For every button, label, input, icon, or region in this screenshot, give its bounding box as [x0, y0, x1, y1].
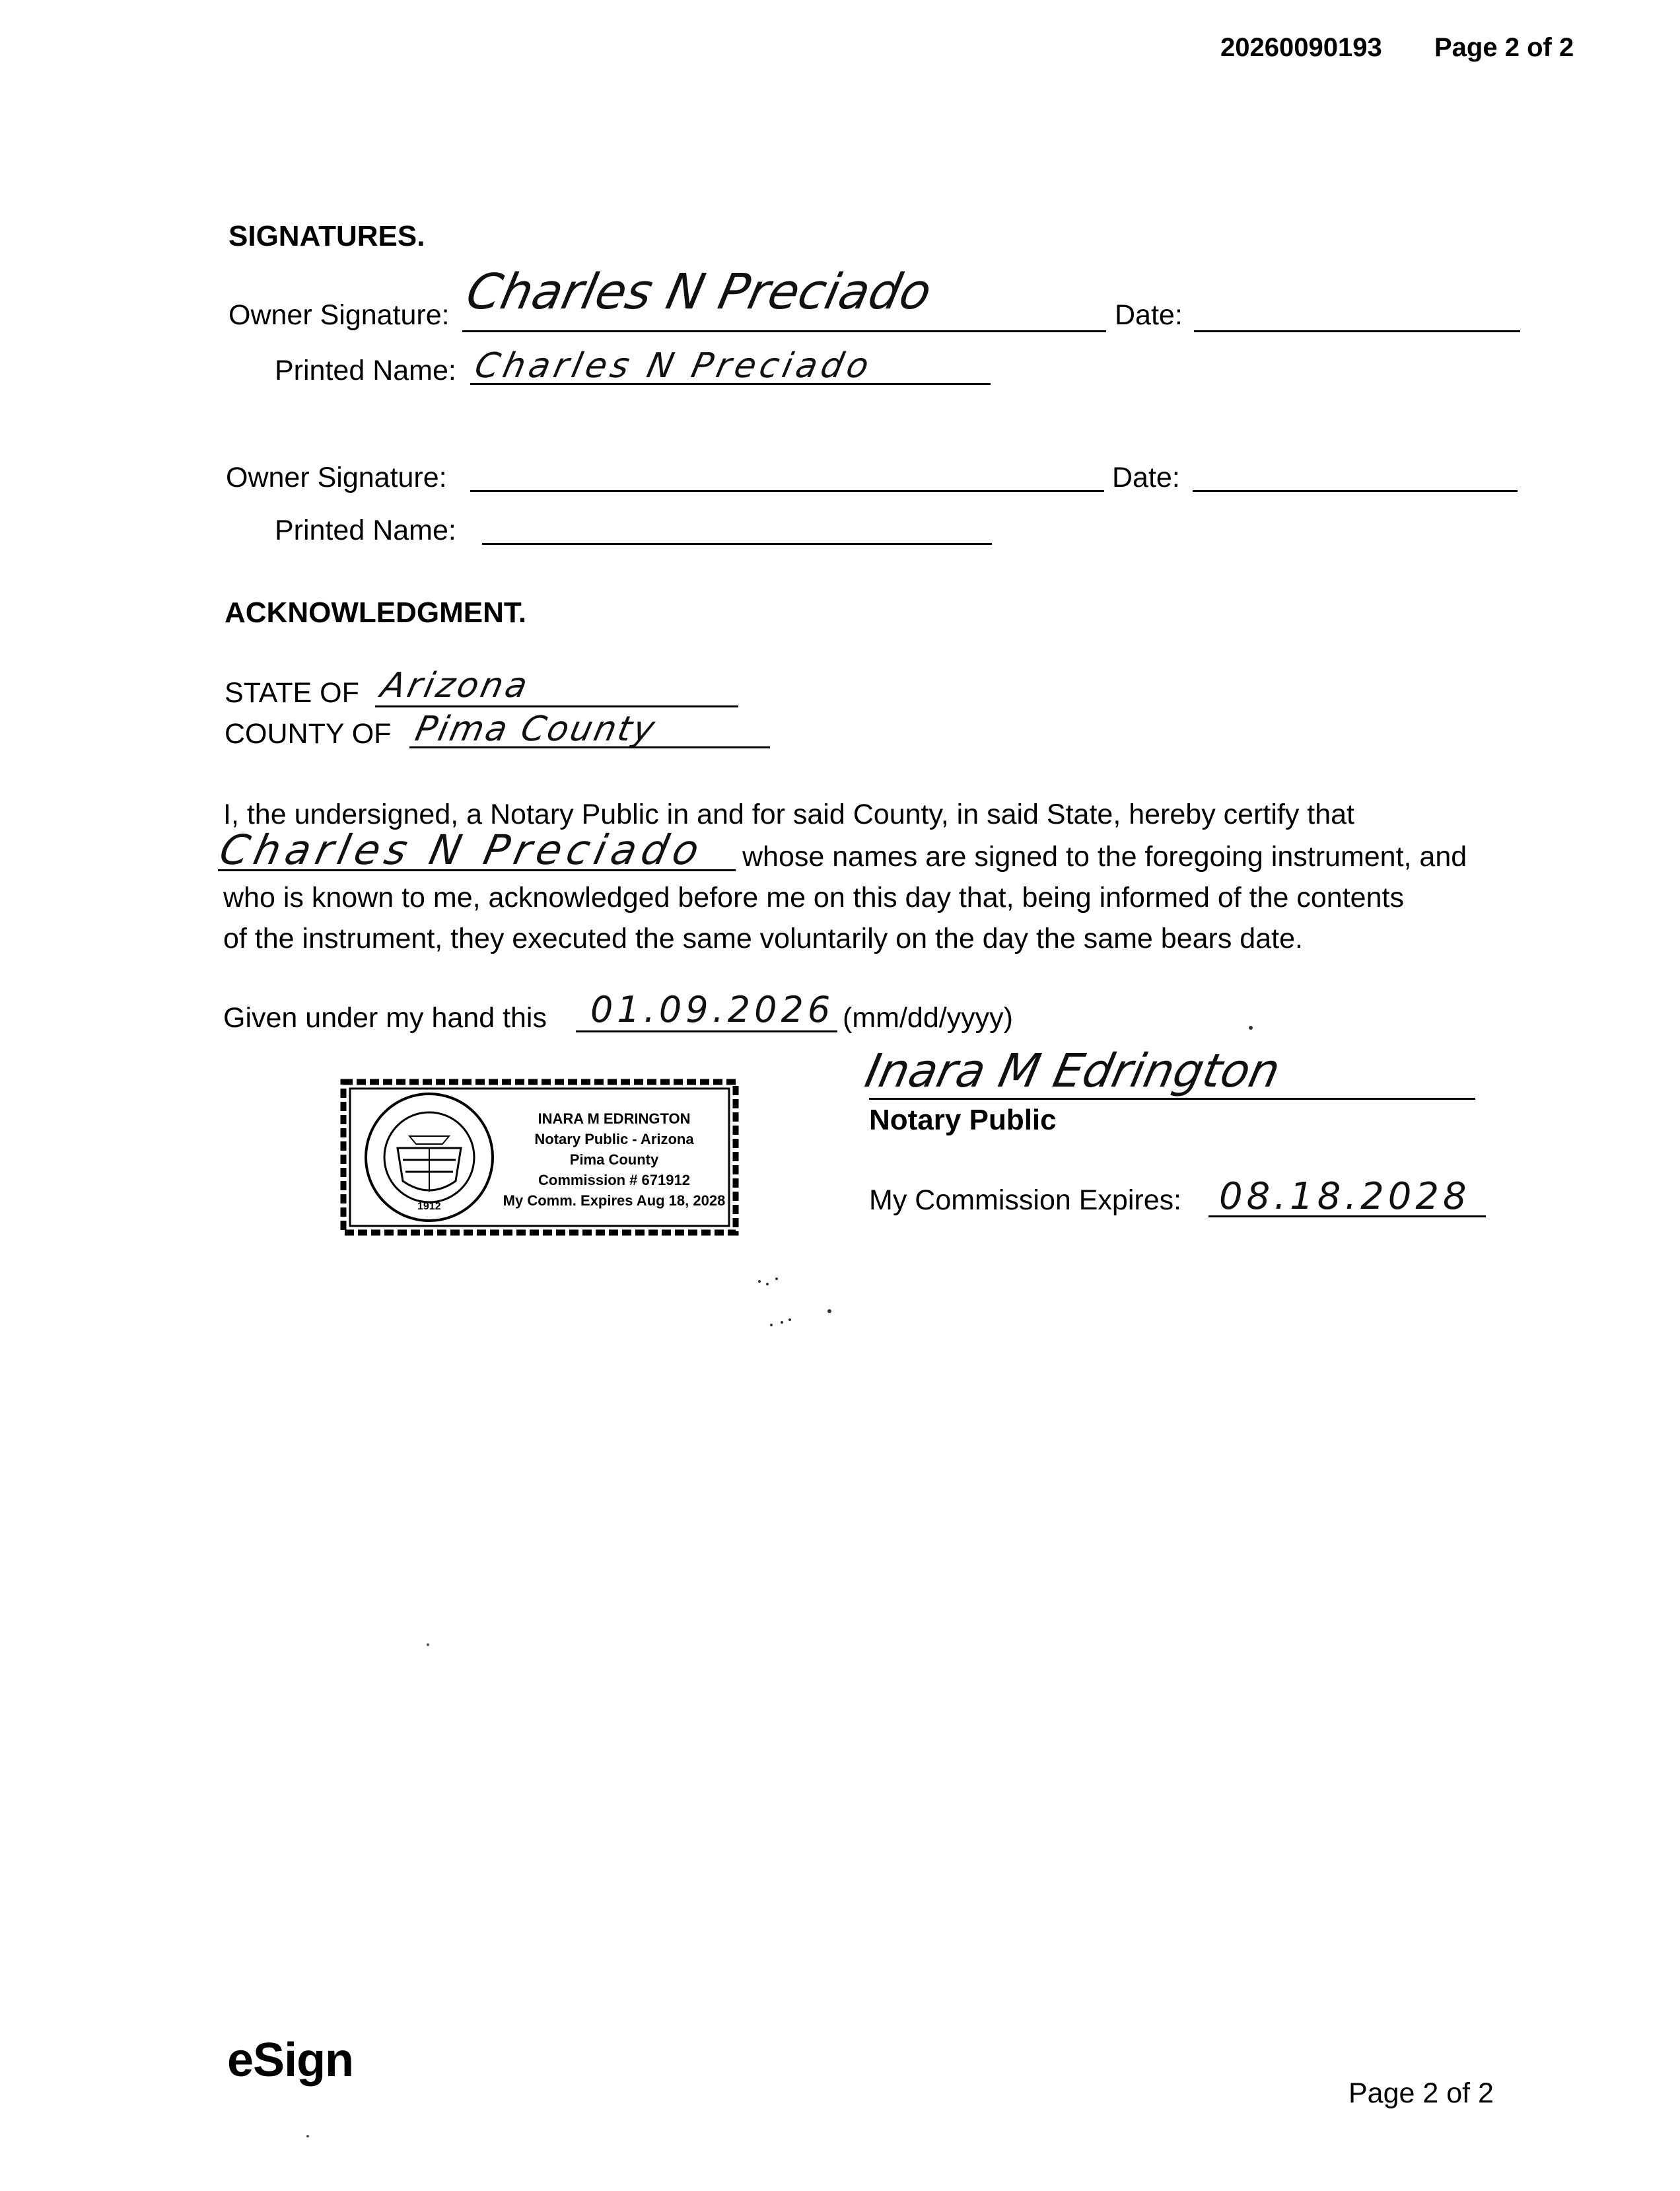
- certify-line-1: I, the undersigned, a Notary Public in and for said County, in said State, hereby certify that: [223, 799, 1354, 830]
- owner1-signature-line: [462, 330, 1106, 332]
- given-label: Given under my hand this: [223, 1002, 547, 1034]
- owner1-printed-name: Charles N Preciado: [471, 346, 876, 386]
- notary-signature-line: [869, 1098, 1475, 1100]
- owner1-signature: Charles N Preciado: [461, 264, 936, 320]
- state-label: STATE OF: [225, 677, 359, 709]
- commission-expires-value: 08.18.2028: [1219, 1175, 1471, 1218]
- esign-logo: eSign: [227, 2034, 354, 2087]
- given-date: 01.09.2026: [590, 989, 835, 1030]
- owner2-printed-name-line: [482, 543, 992, 545]
- acknowledgment-heading: ACKNOWLEDGMENT.: [225, 596, 527, 629]
- owner1-printed-name-label: Printed Name:: [275, 355, 456, 386]
- stamp-expires: My Comm. Expires Aug 18, 2028: [503, 1192, 726, 1209]
- state-value: Arizona: [377, 666, 534, 705]
- certify-line-2: whose names are signed to the foregoing instrument, and: [742, 841, 1467, 873]
- given-date-line: [576, 1030, 837, 1032]
- certify-line-3: who is known to me, acknowledged before me on this day that, being informed of the contents: [223, 882, 1404, 914]
- owner1-date-label: Date:: [1115, 299, 1183, 331]
- notary-title: Notary Public: [869, 1104, 1057, 1136]
- stamp-text-block: [502, 1108, 726, 1211]
- document-number: 20260090193: [1220, 33, 1382, 62]
- signatures-heading: SIGNATURES.: [228, 220, 425, 252]
- county-label: COUNTY OF: [225, 718, 392, 750]
- footer-page-indicator: Page 2 of 2: [1348, 2077, 1494, 2109]
- owner2-signature-line: [470, 490, 1104, 492]
- certify-line-4: of the instrument, they executed the same voluntarily on the day the same bears date.: [223, 923, 1303, 954]
- owner1-signature-label: Owner Signature:: [228, 299, 450, 331]
- certify-name: Charles N Preciado: [215, 826, 709, 874]
- stamp-commission: Commission # 671912: [538, 1172, 690, 1188]
- notary-signature: Inara M Edrington: [860, 1044, 1285, 1098]
- given-date-format: (mm/dd/yyyy): [843, 1002, 1013, 1034]
- county-value: Pima County: [411, 709, 660, 749]
- commission-expires-label: My Commission Expires:: [869, 1184, 1182, 1216]
- owner2-printed-name-label: Printed Name:: [275, 515, 456, 546]
- stamp-county: Pima County: [569, 1151, 659, 1168]
- stamp-title: Notary Public - Arizona: [534, 1131, 694, 1147]
- state-line: [375, 705, 738, 707]
- owner2-signature-label: Owner Signature:: [226, 462, 447, 493]
- owner1-date-line: [1194, 330, 1520, 332]
- owner2-date-line: [1193, 490, 1518, 492]
- page-indicator: Page 2 of 2: [1434, 33, 1574, 62]
- notary-stamp: [337, 1075, 742, 1239]
- stamp-name: INARA M EDRINGTON: [538, 1110, 691, 1127]
- seal-year: 1912: [417, 1201, 441, 1212]
- owner2-date-label: Date:: [1112, 462, 1180, 493]
